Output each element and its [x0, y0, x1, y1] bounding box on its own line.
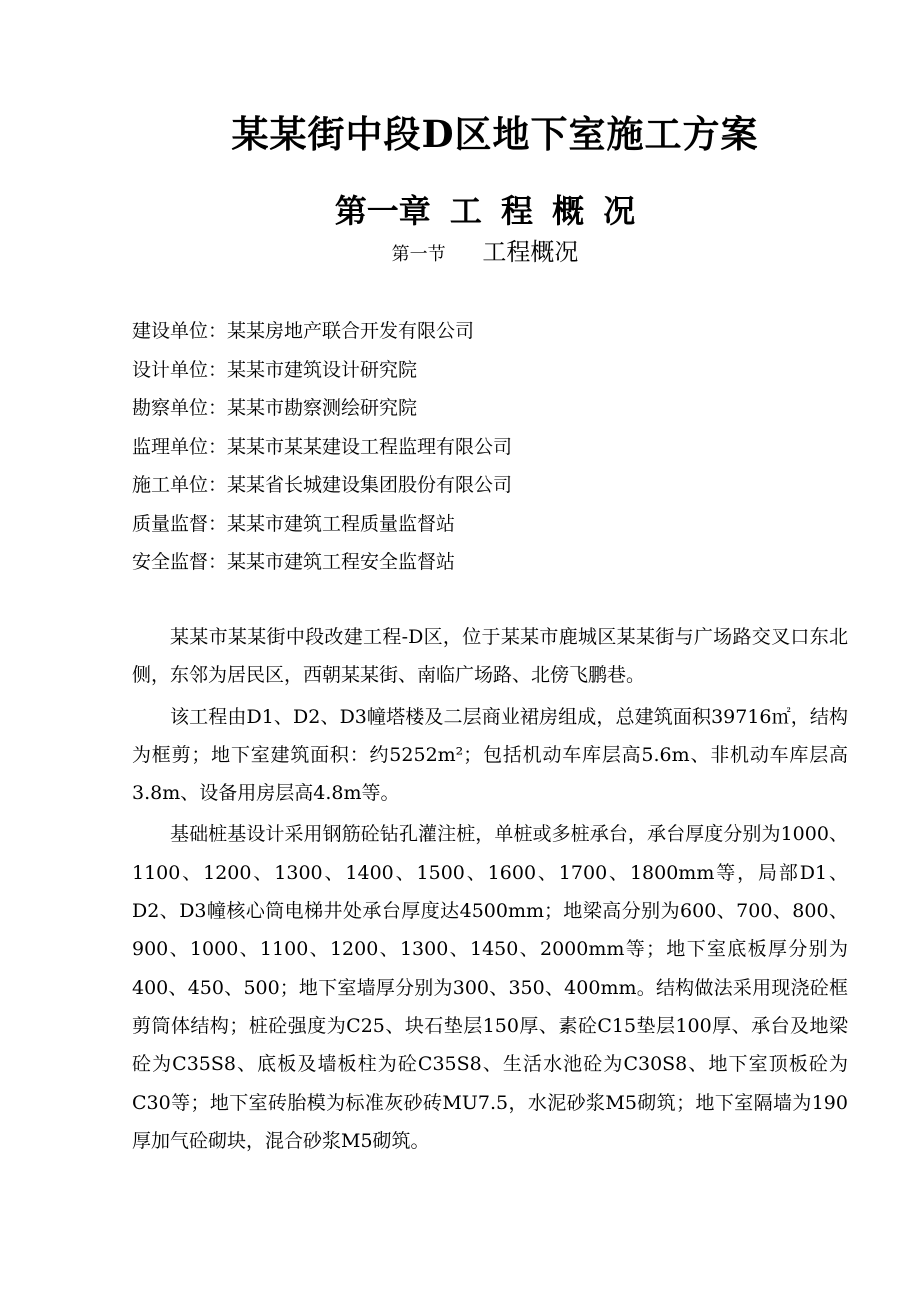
section-heading	[0, 232, 920, 267]
unit-supervisor: 监理单位：某某市某某建设工程监理有限公司	[132, 435, 513, 458]
overview-body	[132, 618, 848, 1163]
unit-quality-supervision: 质量监督：某某市建筑工程质量监督站	[132, 512, 456, 535]
unit-contractor: 施工单位：某某省长城建设集团股份有限公司	[132, 474, 513, 496]
paragraph-structure: 基础桩基设计采用钢筋砼钻孔灌注桩，单桩或多桩承台，承台厚度分别为1000、1100、1200、1300、1400、1500、1600、1700、1800mm等，局部D1、D2、D3幢核心筒电梯井处承台厚度达4500mm；地梁高分别为600、700、800、900、1000、1100、1200、1300、1450、2000mm等；地下室底板厚分别为400、450、500；地下室墙厚分别为300、350、400mm。结构做法采用现浇砼框剪筒体结构；桩砼强度为C25、块石垫层150厚、素砼C15垫层100厚、承台及地梁砼为C35S8、底板及墙板柱为砼C35S8、生活水池砼为C30S8、地下室顶板砼为C30等；地下室砖胎模为标准灰砂砖MU7.5，水泥砂浆M5砌筑；地下室隔墙为190厚加气砼砌块，混合砂浆M5砌筑。	[132, 823, 848, 1152]
unit-surveyor: 勘察单位：某某市勘察测绘研究院	[132, 397, 418, 419]
document-title: 某某街中段D区地下室施工方案	[231, 112, 759, 156]
section-number: 第一节	[391, 244, 446, 265]
unit-safety-supervision: 安全监督：某某市建筑工程安全监督站	[132, 551, 456, 573]
section-title: 工程概况	[482, 238, 579, 266]
unit-designer: 设计单位：某某市建筑设计研究院	[132, 358, 418, 381]
chapter-heading: 第一章 工 程 概 况	[334, 192, 636, 230]
project-units-list	[132, 312, 852, 582]
unit-construction-owner: 建设单位：某某房地产联合开发有限公司	[132, 320, 475, 342]
paragraph-composition: 该工程由D1、D2、D3幢塔楼及二层商业裙房组成，总建筑面积39716㎡，结构为框剪；地下室建筑面积：约5252m²；包括机动车库层高5.6m、非机动车库层高3.8m、设备用房层高4.8m等。	[132, 705, 848, 805]
paragraph-location: 某某市某某街中段改建工程-D区，位于某某市鹿城区某某街与广场路交叉口东北侧，东邻为居民区，西朝某某街、南临广场路、北傍飞鹏巷。	[132, 626, 848, 687]
